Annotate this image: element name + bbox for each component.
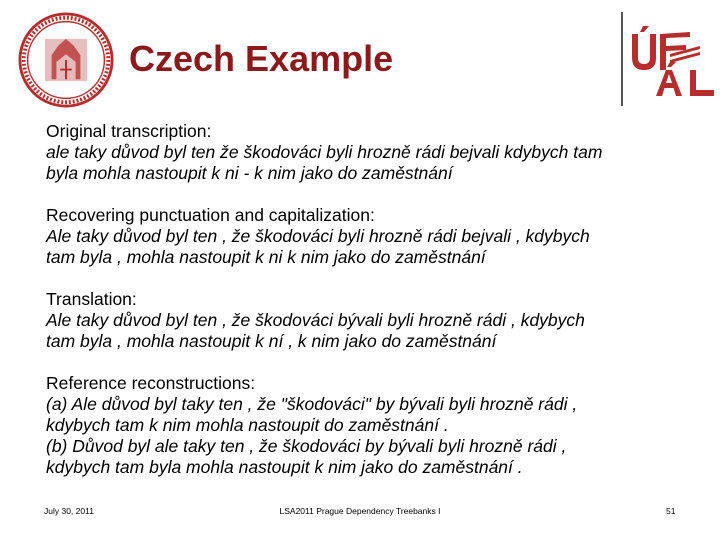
section-translation bbox=[46, 289, 706, 352]
section-heading: Translation: bbox=[46, 289, 137, 309]
section-original-transcription bbox=[46, 121, 706, 184]
charles-university-seal-icon bbox=[18, 12, 114, 108]
text-line: kdybych tam byla mohla nastoupit k nim jako do zaměstnání . bbox=[46, 457, 523, 477]
text-line: (b) Důvod byl ale taky ten , že škodováci by bývali byli hrozně rádi , bbox=[46, 436, 567, 456]
section-reference-reconstructions bbox=[46, 373, 706, 478]
text-line: ale taky důvod byl ten že škodováci byli hrozně rádi bejvali kdybych tam bbox=[46, 142, 603, 162]
text-line: (a) Ale důvod byl taky ten , že "škodováci" by bývali byli hrozně rádi , bbox=[46, 394, 578, 414]
section-heading: Reference reconstructions: bbox=[46, 373, 256, 393]
section-punctuation-recovery bbox=[46, 205, 706, 268]
footer-event: LSA2011 Prague Dependency Treebanks I bbox=[279, 506, 441, 516]
text-line: tam byla , mohla nastoupit k ní , k nim jako do zaměstnání bbox=[46, 331, 497, 351]
section-heading: Recovering punctuation and capitalization: bbox=[46, 205, 375, 225]
text-line: Ale taky důvod byl ten , že škodováci bývali byli hrozně rádi , kdybych bbox=[46, 310, 585, 330]
text-line: byla mohla nastoupit k ni - k nim jako do zaměstnání bbox=[46, 163, 453, 183]
header-divider bbox=[621, 12, 623, 106]
text-line: tam byla , mohla nastoupit k ni k nim jako do zaměstnání bbox=[46, 247, 486, 267]
text-line: Ale taky důvod byl ten , že škodováci byli hrozně rádi bejvali , kdybych bbox=[46, 226, 590, 246]
ufal-logo-icon bbox=[626, 24, 718, 98]
text-line: kdybych tam k nim mohla nastoupit do zaměstnání . bbox=[46, 415, 449, 435]
footer-date: July 30, 2011 bbox=[44, 506, 94, 516]
section-heading: Original transcription: bbox=[46, 121, 212, 141]
page-title: Czech Example bbox=[129, 38, 394, 79]
slide-body bbox=[46, 121, 706, 499]
page-number: 51 bbox=[666, 506, 676, 516]
slide-footer bbox=[0, 506, 720, 520]
